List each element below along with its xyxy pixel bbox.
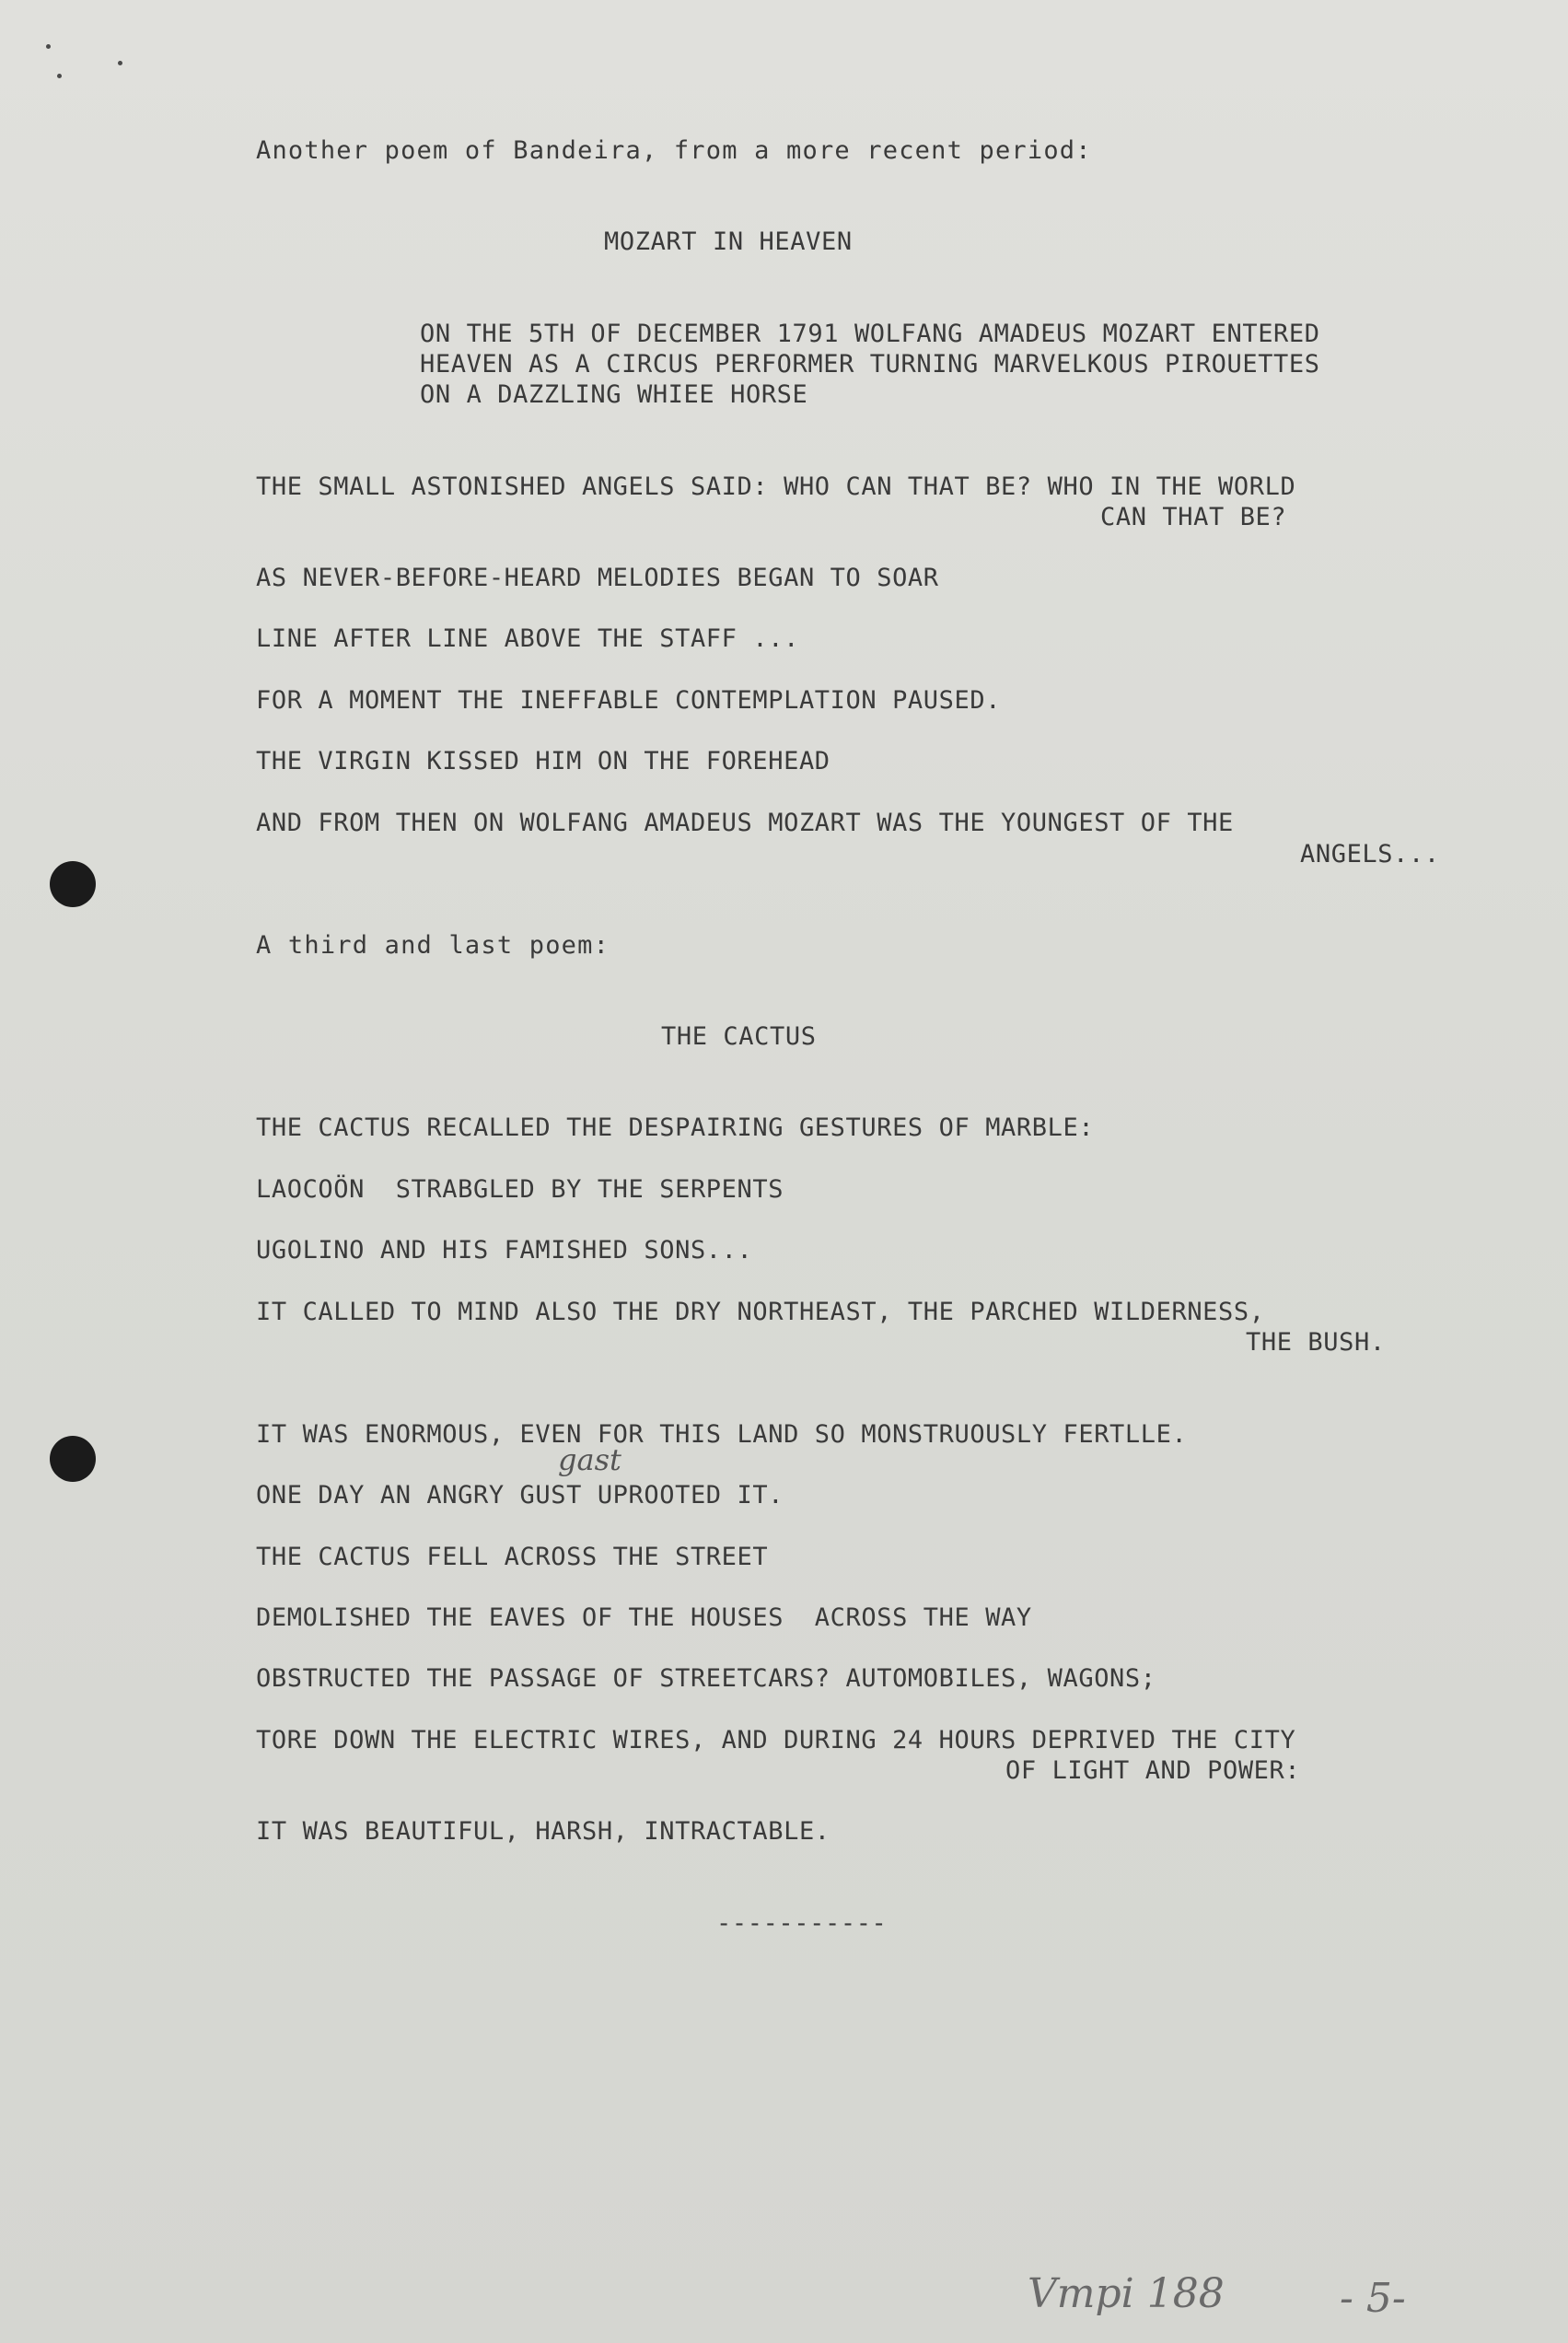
intro-line: Another poem of Bandeira, from a more recent period:	[256, 136, 1092, 165]
poem2-line-11: IT WAS BEAUTIFUL, HARSH, INTRACTABLE.	[256, 1817, 830, 1846]
handwritten-correction: gast	[558, 1442, 621, 1477]
archive-note: Vmpi 188	[1028, 2270, 1225, 2317]
page-number: - 5-	[1340, 2275, 1406, 2322]
poem1-line-a: THE SMALL ASTONISHED ANGELS SAID: WHO CAN THAT BE? WHO IN THE WORLD	[256, 472, 1296, 501]
poem2-line-3: UGOLINO AND HIS FAMISHED SONS...	[256, 1236, 753, 1265]
poem1-line-b: AS NEVER-BEFORE-HEARD MELODIES BEGAN TO SOAR	[256, 564, 939, 592]
poem1-line-e: THE VIRGIN KISSED HIM ON THE FOREHEAD	[256, 747, 830, 775]
poem2-line-2: LAOCOÖN STRABGLED BY THE SERPENTS	[256, 1175, 784, 1204]
paper-speck	[57, 74, 62, 78]
poem1-line-f: AND FROM THEN ON WOLFANG AMADEUS MOZART WAS THE YOUNGEST OF THE	[256, 809, 1234, 837]
poem2-line-7: THE CACTUS FELL ACROSS THE STREET	[256, 1543, 769, 1571]
poem1-line-f-cont: ANGELS...	[1300, 840, 1440, 868]
poem1-line-c: LINE AFTER LINE ABOVE THE STAFF ...	[256, 624, 799, 653]
poem2-line-4-cont: THE BUSH.	[1246, 1328, 1386, 1357]
poem2-title: THE CACTUS	[661, 1022, 817, 1051]
poem1-line-a-cont: CAN THAT BE?	[1100, 503, 1287, 531]
poem1-stanza1-line1: ON THE 5TH OF DECEMBER 1791 WOLFANG AMADEUS MOZART ENTERED	[420, 320, 1320, 348]
paper-speck	[118, 61, 122, 65]
poem2-line-9: OBSTRUCTED THE PASSAGE OF STREETCARS? AUTOMOBILES, WAGONS;	[256, 1664, 1156, 1693]
poem2-line-5: IT WAS ENORMOUS, EVEN FOR THIS LAND SO MONSTRUOUSLY FERTLLE.	[256, 1420, 1188, 1449]
poem1-stanza1-line2: HEAVEN AS A CIRCUS PERFORMER TURNING MARVELKOUS PIROUETTES	[420, 350, 1320, 379]
poem2-line-6: ONE DAY AN ANGRY GUST UPROOTED IT.	[256, 1481, 784, 1510]
binder-hole-bottom	[50, 1436, 96, 1482]
binder-hole-top	[50, 861, 96, 907]
section-separator: -----------	[716, 1909, 888, 1938]
poem1-stanza1-line3: ON A DAZZLING WHIEE HORSE	[420, 380, 808, 409]
poem2-line-10: TORE DOWN THE ELECTRIC WIRES, AND DURING 24 HOURS DEPRIVED THE CITY	[256, 1726, 1296, 1754]
poem2-line-4: IT CALLED TO MIND ALSO THE DRY NORTHEAST, THE PARCHED WILDERNESS,	[256, 1298, 1265, 1326]
poem1-title: MOZART IN HEAVEN	[604, 227, 853, 256]
transition-line: A third and last poem:	[256, 931, 610, 960]
poem2-line-10-cont: OF LIGHT AND POWER:	[1005, 1756, 1301, 1785]
poem1-line-d: FOR A MOMENT THE INEFFABLE CONTEMPLATION PAUSED.	[256, 686, 1002, 715]
poem2-line-1: THE CACTUS RECALLED THE DESPAIRING GESTURES OF MARBLE:	[256, 1113, 1095, 1142]
paper-speck	[46, 44, 51, 49]
poem2-line-8: DEMOLISHED THE EAVES OF THE HOUSES ACROSS THE WAY	[256, 1603, 1032, 1632]
